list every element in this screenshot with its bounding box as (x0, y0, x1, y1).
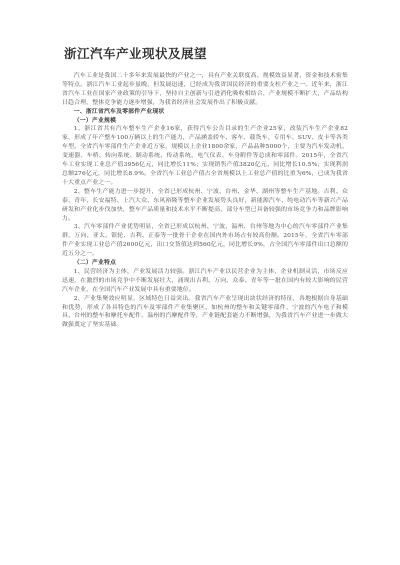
section-heading: 一、浙江省汽车及零部件产业现状 (73, 107, 165, 115)
body-paragraph: 1、浙江省共有汽车整车生产企业16家，获得汽车公告目录的生产企业25家，改装汽车生产企业82家，形成了年产整车100万辆以上的生产能力，产品涵盖轿车、客车、载货车、专用车、SUV、皮卡等各类车型。全省汽车零部件生产企业近万家，规模以上企业1800余家，产品品种5000个，主要为汽车发动机、变速器、车桥、转向系统、制动系统、传动系统、电气仪表、车身附件等总成和零部件。2015年，全省汽车工业实现工业总产值3956亿元，同比增长11%；实现销售产值3820亿元，同比增长10.5%；实现利润总额276亿元，同比增长8.9%。全省汽车工业总产值占全省规模以上工业总产值的比重为6%，已成为我省十大重点产业之一。 (62, 126, 348, 186)
intro-paragraph: 汽车工业是我国二十多年来发展最快的产业之一，具有产业关联度高、规模效益显著、资金和技术密集等特点。浙江汽车工业起步虽晚，但发展迅速，已经成为我省国民经济的重要支柱产业之一。近年来，浙江省汽车工业在国家产业政策的引导下，坚持自主创新与引进消化吸收相结合，产业规模不断扩大，产品结构日趋合理，整体竞争能力逐步增强，为我省经济社会发展作出了积极贡献。 (62, 73, 348, 106)
subsection-heading: （二）产业特点 (73, 259, 117, 267)
body-paragraph: 2、整车生产能力进一步提升，全省已形成杭州、宁波、台州、金华、湖州等整车生产基地。吉利、众泰、青年、长安福特、上汽大众、东风裕隆等整车企业发展势头良好，新能源汽车、纯电动汽车等新兴产品研发和产业化步伐加快，整车产品质量和技术水平不断提高，部分车型已具备较强的市场竞争力和品牌影响力。 (62, 188, 348, 222)
body-paragraph: 1、民营经济为主体，产业发展活力较强。浙江汽车产业以民营企业为主体，企业机制灵活，市场反应迅速，在激烈的市场竞争中不断发展壮大，涌现出吉利、万向、众泰、青年等一批在国内有较大影响的民营汽车企业，在全国汽车产业发展中具有重要地位。 (62, 268, 348, 293)
document-body (62, 72, 348, 330)
body-paragraph: 3、汽车零部件产业优势明显，全省已形成以杭州、宁波、温州、台州等地为中心的汽车零部件产业集群，万向、亚太、银轮、吉利、正泰等一批骨干企业在国内外市场占有较高份额。2015年，全省汽车零部件产业实现工业总产值2600亿元，出口交货值达到560亿元，同比增长9%，占全国汽车零部件出口总额的近五分之一。 (62, 224, 348, 258)
subsection-heading: （一）产业规模 (73, 116, 117, 124)
body-paragraph: 2、产业集聚效应明显，区域特色日益突出。我省汽车产业呈现出块状经济的特征，各地根据自身基础和优势，形成了各具特色的汽车及零部件产业集聚区，如杭州的整车和关键零部件、宁波的汽车电子和模具、台州的整车和摩托车配件、温州的汽摩配件等，产业链配套能力不断增强，为我省汽车产业进一步做大做强奠定了坚实基础。 (62, 295, 348, 329)
page-title: 浙江汽车产业现状及展望 (64, 46, 208, 61)
